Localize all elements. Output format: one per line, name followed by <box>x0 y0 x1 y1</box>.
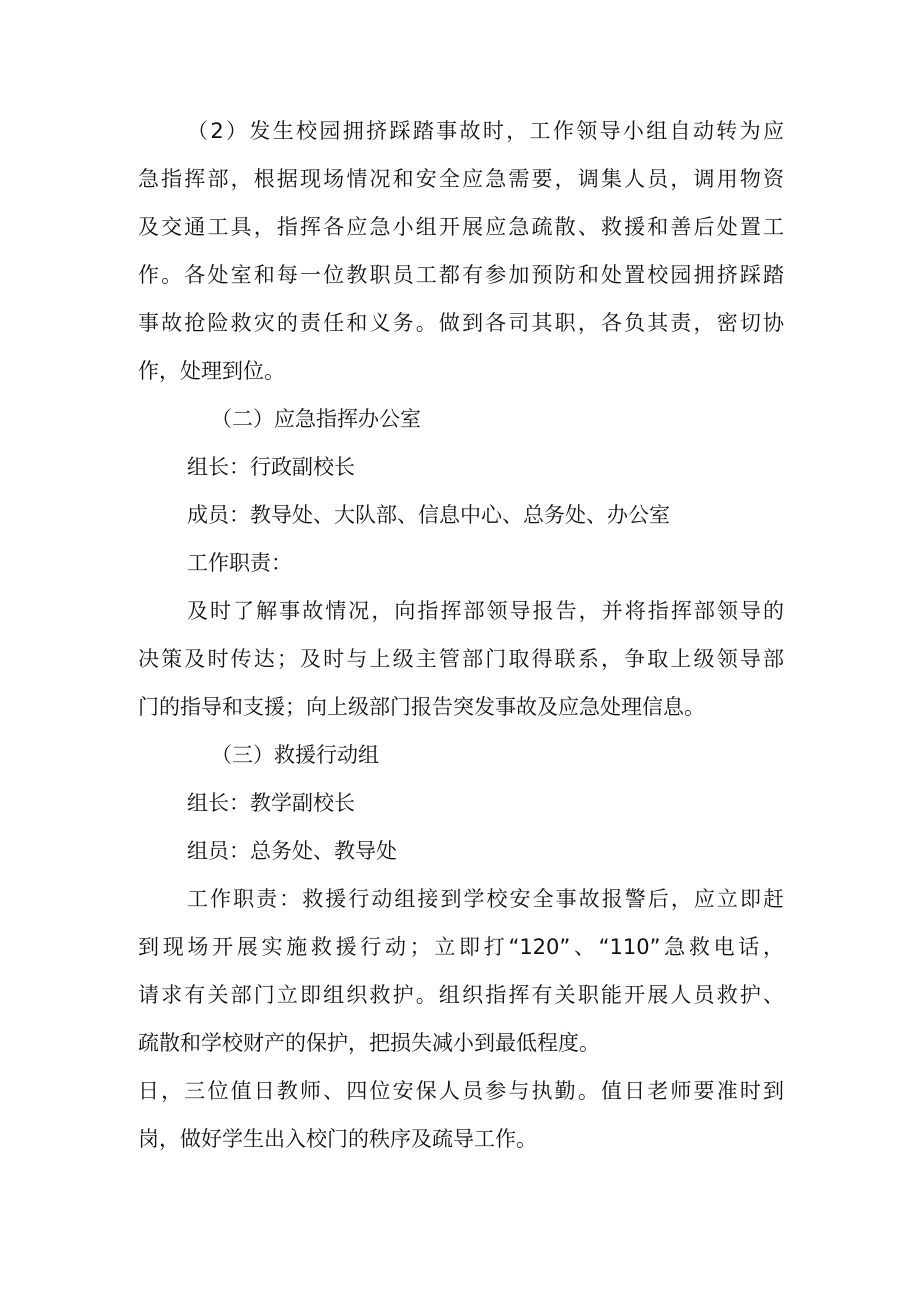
paragraph-line: 到现场开展实施救援行动；立即打“120”、“110”急救电话， <box>138 935 784 959</box>
paragraph-line: 及时了解事故情况，向指挥部领导报告，并将指挥部领导的 <box>187 599 784 623</box>
section-heading: （二）应急指挥办公室 <box>211 407 421 431</box>
duties-label: 工作职责： <box>187 551 292 575</box>
paragraph-line: （2）发生校园拥挤踩踏事故时，工作领导小组自动转为应 <box>187 119 784 143</box>
group-leader-line: 组长：行政副校长 <box>187 455 355 479</box>
paragraph-line: 工作职责：救援行动组接到学校安全事故报警后，应立即赶 <box>187 887 784 911</box>
group-members-line: 组员：总务处、教导处 <box>187 839 397 863</box>
paragraph-line: 疏散和学校财产的保护，把损失减小到最低程度。 <box>138 1031 600 1055</box>
paragraph-line: 及交通工具，指挥各应急小组开展应急疏散、救援和善后处置工 <box>138 215 784 239</box>
section-heading: （三）救援行动组 <box>211 743 379 767</box>
paragraph-line: 作。各处室和每一位教职员工都有参加预防和处置校园拥挤踩踏 <box>138 263 784 287</box>
group-members-line: 成员：教导处、大队部、信息中心、总务处、办公室 <box>187 503 670 527</box>
paragraph-line: 作，处理到位。 <box>138 359 285 383</box>
paragraph-line: 请求有关部门立即组织救护。组织指挥有关职能开展人员救护、 <box>138 983 784 1007</box>
paragraph-line: 门的指导和支援；向上级部门报告突发事故及应急处理信息。 <box>138 695 705 719</box>
paragraph-line: 急指挥部，根据现场情况和安全应急需要，调集人员，调用物资 <box>138 167 784 191</box>
paragraph-line: 岗，做好学生出入校门的秩序及疏导工作。 <box>138 1127 537 1151</box>
paragraph-line: 日，三位值日教师、四位安保人员参与执勤。值日老师要准时到 <box>138 1079 784 1103</box>
paragraph-line: 决策及时传达；及时与上级主管部门取得联系，争取上级领导部 <box>138 647 784 671</box>
group-leader-line: 组长：教学副校长 <box>187 791 355 815</box>
paragraph-line: 事故抢险救灾的责任和义务。做到各司其职，各负其责，密切协 <box>138 311 784 335</box>
